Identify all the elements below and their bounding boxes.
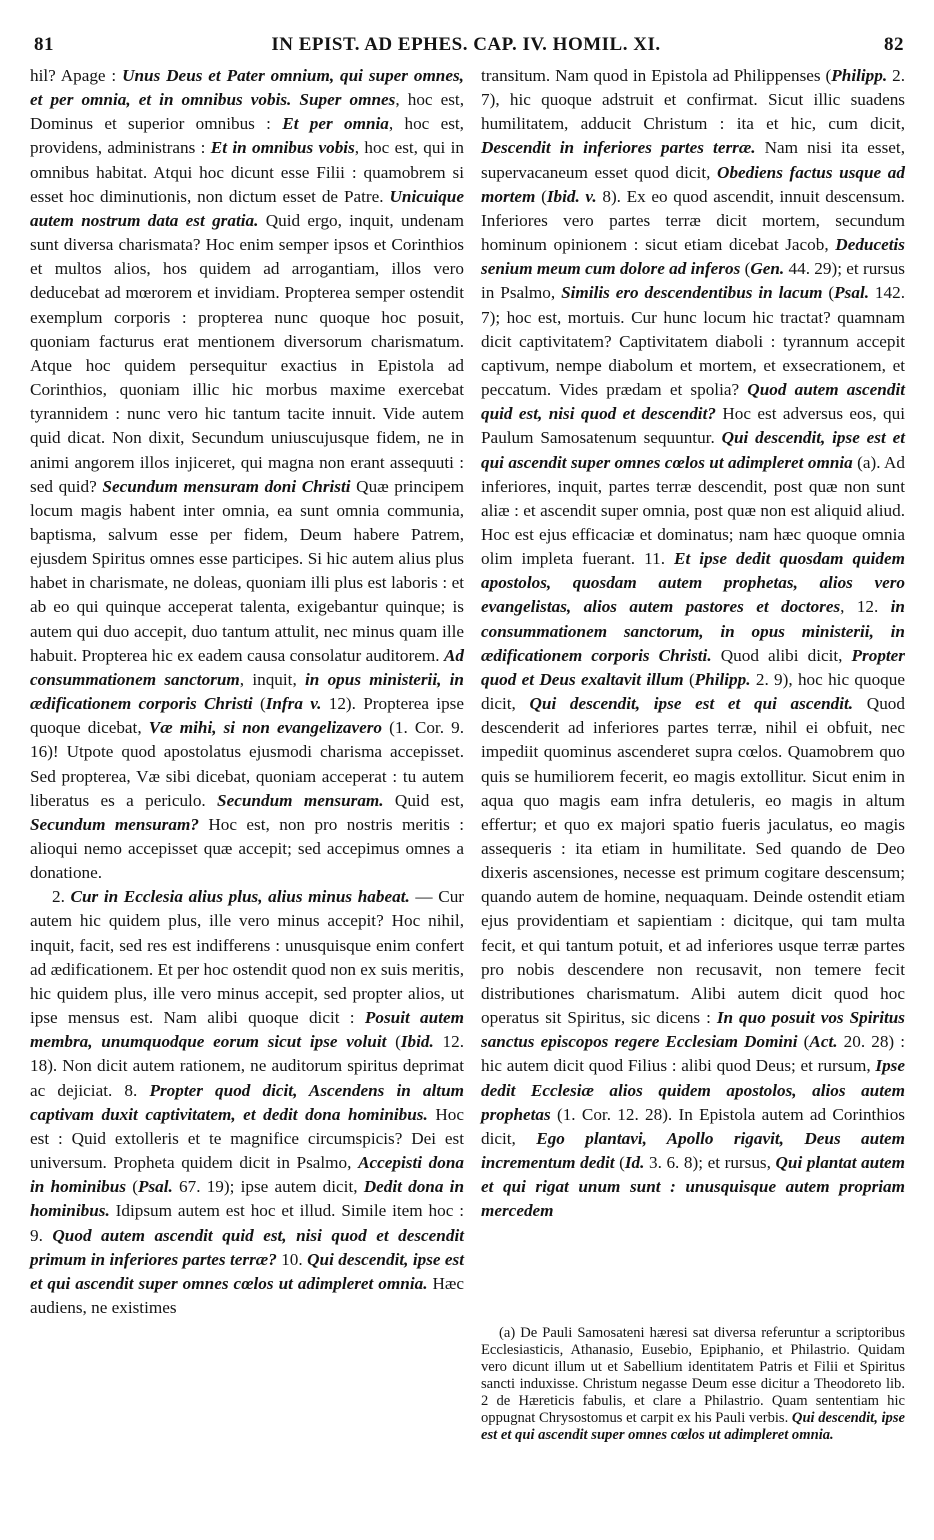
left-column: [30, 64, 464, 1320]
text-run: Hæc audiens, ne existimes: [30, 1273, 464, 1317]
italic-run: Unus Deus et Pater omnium, qui super omnes, et per omnia, et in omnibus vobis.: [30, 66, 464, 110]
italic-run: Quod autem ascendit quid est, nisi quod et descendit?: [481, 380, 905, 424]
text-run: (: [126, 1177, 138, 1197]
text-run: (: [614, 1153, 625, 1173]
italic-run: Propter quod et Deus exaltavit illum: [481, 645, 905, 689]
italic-run: Qui descendit, ipse est et qui ascendit super omnes cœlos ut adimpleret omnia.: [481, 1410, 906, 1443]
italic-run: Dedit dona in hominibus.: [30, 1177, 464, 1221]
italic-run: Ad consummationem sanctorum: [30, 645, 464, 689]
italic-run: Id.: [624, 1153, 645, 1173]
italic-run: in consummationem sanctorum, in opus ministerii, in ædificationem corporis Christi.: [481, 597, 905, 665]
italic-run: Psal.: [834, 283, 870, 303]
text-run: (: [683, 669, 695, 689]
text-run: , hoc est, qui in omnibus habitat. Atqui hoc dicunt esse Filii : quamobrem si esset hoc diminutionis, non dictum esset de Patre.: [30, 138, 464, 206]
text-run: Idipsum autem est hoc et illud. Simile item hoc : 9.: [30, 1201, 464, 1245]
italic-run: Psal.: [137, 1177, 173, 1197]
italic-run: Gen.: [750, 259, 785, 279]
text-run: (a). Ad inferiores, inquit, partes terræ descendit, post quæ non sunt aliæ : et ascendit super omnia, post quæ non est aliquid aliud. Hoc est ejus efficaciæ et dominatus; nam hæc quoque omnia olim impleta fuerant. 11.: [481, 452, 905, 569]
text-run: Quod descenderit ad inferiores partes terræ, nihil ei obfuit, nec impediit quominus ascenderet supra cœlos. Quamobrem quo quis se humiliorem fecerit, eo magis extollitur. Sicut enim in aqua quo magis eam infra detuleris, eo magis in altum effertur; et quo ex majori spatio fueris jaculatus, eo magis assequeris : ita etiam in humilitate. Sed quando de Deo dixeris ascensiones, necesse est primum cogitare descensum; quando autem de homine, nequaquam. Deinde ostendit etiam ejus providentiam et sapientiam : dicitque, qui tam multa fecit, et qui tantum potuit, et ad inferiores usque terræ partes pro nobis descendere non recusavit, non temere fecit distributiones charismatum. Alibi autem dicit quod hoc operatus sit Spiritus, sic dicens :: [481, 694, 905, 1028]
text-run: , hoc est, Dominus et superior omnibus :: [30, 90, 464, 134]
text-run: Quid est,: [383, 790, 465, 810]
text-run: 2. 9), hoc hic quoque dicit,: [481, 669, 905, 714]
text-run: hil? Apage :: [30, 66, 123, 85]
italic-run: In quo posuit vos Spiritus sanctus episcopos regere Ecclesiam Domini: [481, 1008, 905, 1052]
italic-run: Secundum mensuram?: [30, 814, 199, 834]
text-run: (a) De Pauli Samosateni hæresi sat diversa referuntur a scriptoribus Ecclesiasticis, Athanasio, Eusebio, Epiphanio, et Philastrio. Quidam vero dicunt illum ut et Sabellium identitatem Patris et Filii et Spiritus sancti induxisse. Christum negasse Deum esse dicitur a Theodoreto lib. 2 de Hæreticis fabulis, et clare a Philastrio. Quam sententiam hic oppugnat Chrysostomus et carpit ex his Pauli verbis.: [481, 1325, 905, 1426]
text-run: Quid ergo, inquit, undenam sunt diversa charismata? Hoc enim semper ipsos et Corinthios et multos alios, hos quidem ad arrogantiam, illos vero deducebat ad mœrorem et invidiam. Propterea semper ostendit exemplum corporis : propterea nunc quoque hoc posuit, quoniam facturus erat mentionem diversorum charismatum. Atque hoc quidem persequitur exactius in Epistola ad Corinthios, quoniam illic hic morbus maxime exercebat tyrannidem : nunc vero hic tantum tacite innuit. Vide autem quid dicat. Non dixit, Secundum uniuscujusque fidem, ne in animi angorem illos injiceret, qui magna non erant assequuti : sed quid?: [30, 210, 464, 496]
italic-run: Cur in Ecclesia alius plus, alius minus habeat.: [70, 887, 410, 907]
italic-run: Similis ero descendentibus in lacum: [561, 283, 823, 303]
italic-run: Super omnes: [299, 90, 396, 110]
italic-run: Descendit in inferiores partes terræ.: [481, 138, 756, 158]
italic-run: Quod autem ascendit quid est, nisi quod et descendit primum in inferiores partes terræ?: [30, 1225, 465, 1269]
italic-run: in opus ministerii, in ædificationem corporis Christi: [30, 669, 464, 714]
text-run: 2.: [52, 887, 71, 907]
italic-run: Secundum mensuram.: [217, 790, 384, 810]
text-run: transitum. Nam quod in Epistola ad Philippenses (: [481, 66, 832, 85]
italic-run: Unicuique autem nostrum data est gratia.: [30, 186, 464, 230]
right-paragraph-1: [481, 64, 905, 1224]
italic-run: Posuit autem membra, unumquodque eorum sicut ipse voluit: [30, 1008, 464, 1052]
text-run: , hoc est, providens, administrans :: [30, 114, 464, 158]
italic-run: Qui descendit, ipse est et qui ascendit.: [529, 694, 854, 714]
text-run: , 12.: [840, 597, 891, 617]
italic-run: Ego plantavi, Apollo rigavit, Deus autem incrementum dedit: [481, 1128, 905, 1173]
page-number-right: 82: [884, 34, 904, 55]
text-run: 67. 19); ipse autem dicit,: [172, 1177, 364, 1197]
text-run: 8). Ex eo quod ascendit, innuit descensum. Inferiores vero partes terræ dicit mortem, secundum hominum opinionem : sicut etiam dicebat Jacob,: [481, 186, 905, 255]
italic-run: Et per omnia: [282, 114, 389, 134]
text-run: 12). Propterea ipse quoque dicebat,: [30, 694, 464, 738]
italic-run: Qui descendit, ipse est et qui ascendit super omnes cœlos ut adimpleret omnia.: [30, 1249, 465, 1293]
italic-run: Et in omnibus vobis: [210, 138, 355, 158]
text-run: (1. Cor. 9. 16)! Utpote quod apostolatus ejusmodi charisma accepisset. Sed propterea, Væ sibi dicebat, quoniam acceperat : tu autem liberatus es a periculo.: [30, 718, 464, 810]
italic-run: Secundum mensuram doni Christi: [102, 476, 351, 496]
footnote: [481, 1325, 905, 1444]
running-title: IN EPIST. AD EPHES. CAP. IV. HOMIL. XI.: [271, 34, 661, 55]
text-run: — Cur autem hic quidem plus, ille vero minus accepit? Hoc nihil, inquit, facit, sed res est indifferens : unusquisque enim confert ad ædificationem. Et per hoc ostendit quod non ex suis meritis, hic quidem plus, ille vero minus accepit, sed propter alios, ut ipse mensus est. Nam alibi quoque dicit :: [30, 887, 465, 1028]
italic-run: Ipse dedit Ecclesiæ alios quidem apostolos, alios autem prophetas: [481, 1056, 905, 1124]
text-run: 20. 28) : hic autem dicit quod Filius : alibi quod Deus; et rursum,: [481, 1032, 905, 1076]
text-run: Quæ principem locum magis habent inter omnia, ea sunt omnia communia, baptisma, salvum esse per fidem, Deum habere Patrem, ejusdem Spiritus omnes esse participes. Si hic autem alius plus habet in charismate, ne doleas, quoniam illi plus est laboris : et ab eo qui quinque acceperat talenta, exigebantur quinque; is autem qui duo accepit, duo tantum attulit, nec minus quam ille habuit. Propterea hic ex eadem causa consolatur auditorem.: [30, 476, 464, 665]
text-run: (: [386, 1032, 401, 1052]
text-run: 10.: [276, 1249, 308, 1269]
text-run: Quod alibi dicit,: [711, 645, 852, 665]
text-run: 2. 7), hic quoque adstruit et confirmat. Sicut illic suadens humilitatem, adducit Christum : ita et hic, cum dicit,: [481, 66, 906, 134]
right-column: [481, 64, 905, 1224]
italic-run: Accepisti dona in hominibus: [30, 1153, 464, 1197]
italic-run: Philipp.: [831, 66, 888, 85]
italic-run: Qui descendit, ipse est et qui ascendit super omnes cœlos ut adimpleret omnia: [481, 428, 905, 472]
text-run: 142. 7); hoc est, mortuis. Cur hunc locum hic tractat? quamnam dicit captivitatem? Captivitatem diaboli : tyrannum accepit captivum, nempe diabolum et mortem, et exsecrationem, et peccatum. Vides prædam et spolia?: [481, 283, 905, 400]
text-run: Hoc est adversus eos, qui Paulum Samosatenum sequuntur.: [481, 404, 905, 448]
text-run: (: [535, 186, 547, 206]
italic-run: Infra v.: [265, 694, 322, 714]
italic-run: Ibid.: [400, 1032, 434, 1052]
left-paragraph-1: [30, 64, 464, 885]
left-paragraph-2: [30, 885, 464, 1320]
text-run: (: [740, 259, 751, 279]
running-header: [28, 34, 904, 58]
italic-run: Et ipse dedit quosdam quidem apostolos, quosdam autem prophetas, alios vero evangelistas, alios autem pastores et doctores: [481, 549, 905, 617]
text-run: (: [822, 283, 835, 303]
page-number-left: 81: [34, 34, 54, 55]
italic-run: Propter quod dicit, Ascendens in altum captivam duxit captivitatem, et dedit dona hominibus.: [30, 1080, 465, 1124]
italic-run: Ibid. v.: [546, 186, 597, 206]
italic-run: Obediens factus usque ad mortem: [481, 162, 905, 206]
text-run: Nam nisi ita esset, supervacaneum esset quod dicit,: [481, 138, 905, 182]
italic-run: Philipp.: [694, 669, 751, 689]
text-run: (: [252, 694, 266, 714]
italic-run: Qui plantat autem et qui rigat unum sunt : unusquisque autem propriam mercedem: [481, 1153, 906, 1221]
text-run: 3. 6. 8); et rursus,: [644, 1153, 776, 1173]
italic-run: Deducetis senium meum cum dolore ad inferos: [481, 235, 905, 279]
text-run: (1. Cor. 12. 28). In Epistola autem ad Corinthios dicit,: [481, 1104, 905, 1148]
text-run: (: [797, 1032, 810, 1052]
italic-run: Væ mihi, si non evangelizavero: [148, 718, 383, 738]
text-run: Hoc est : Quid extolleris et te magnifice circumspicis? Dei est universum. Propheta quidem dicit in Psalmo,: [30, 1104, 465, 1173]
text-run: 44. 29); et rursus in Psalmo,: [481, 259, 905, 303]
text-run: 12. 18). Non dicit autem rationem, ne auditorum spiritus deprimat ac dejiciat. 8.: [30, 1032, 465, 1100]
text-run: Hoc est, non pro nostris meritis : alioqui nemo accepisset quæ accepit; sed accepimus omnes a donatione.: [30, 814, 464, 883]
text-run: , inquit,: [239, 669, 305, 689]
italic-run: Act.: [809, 1032, 838, 1052]
